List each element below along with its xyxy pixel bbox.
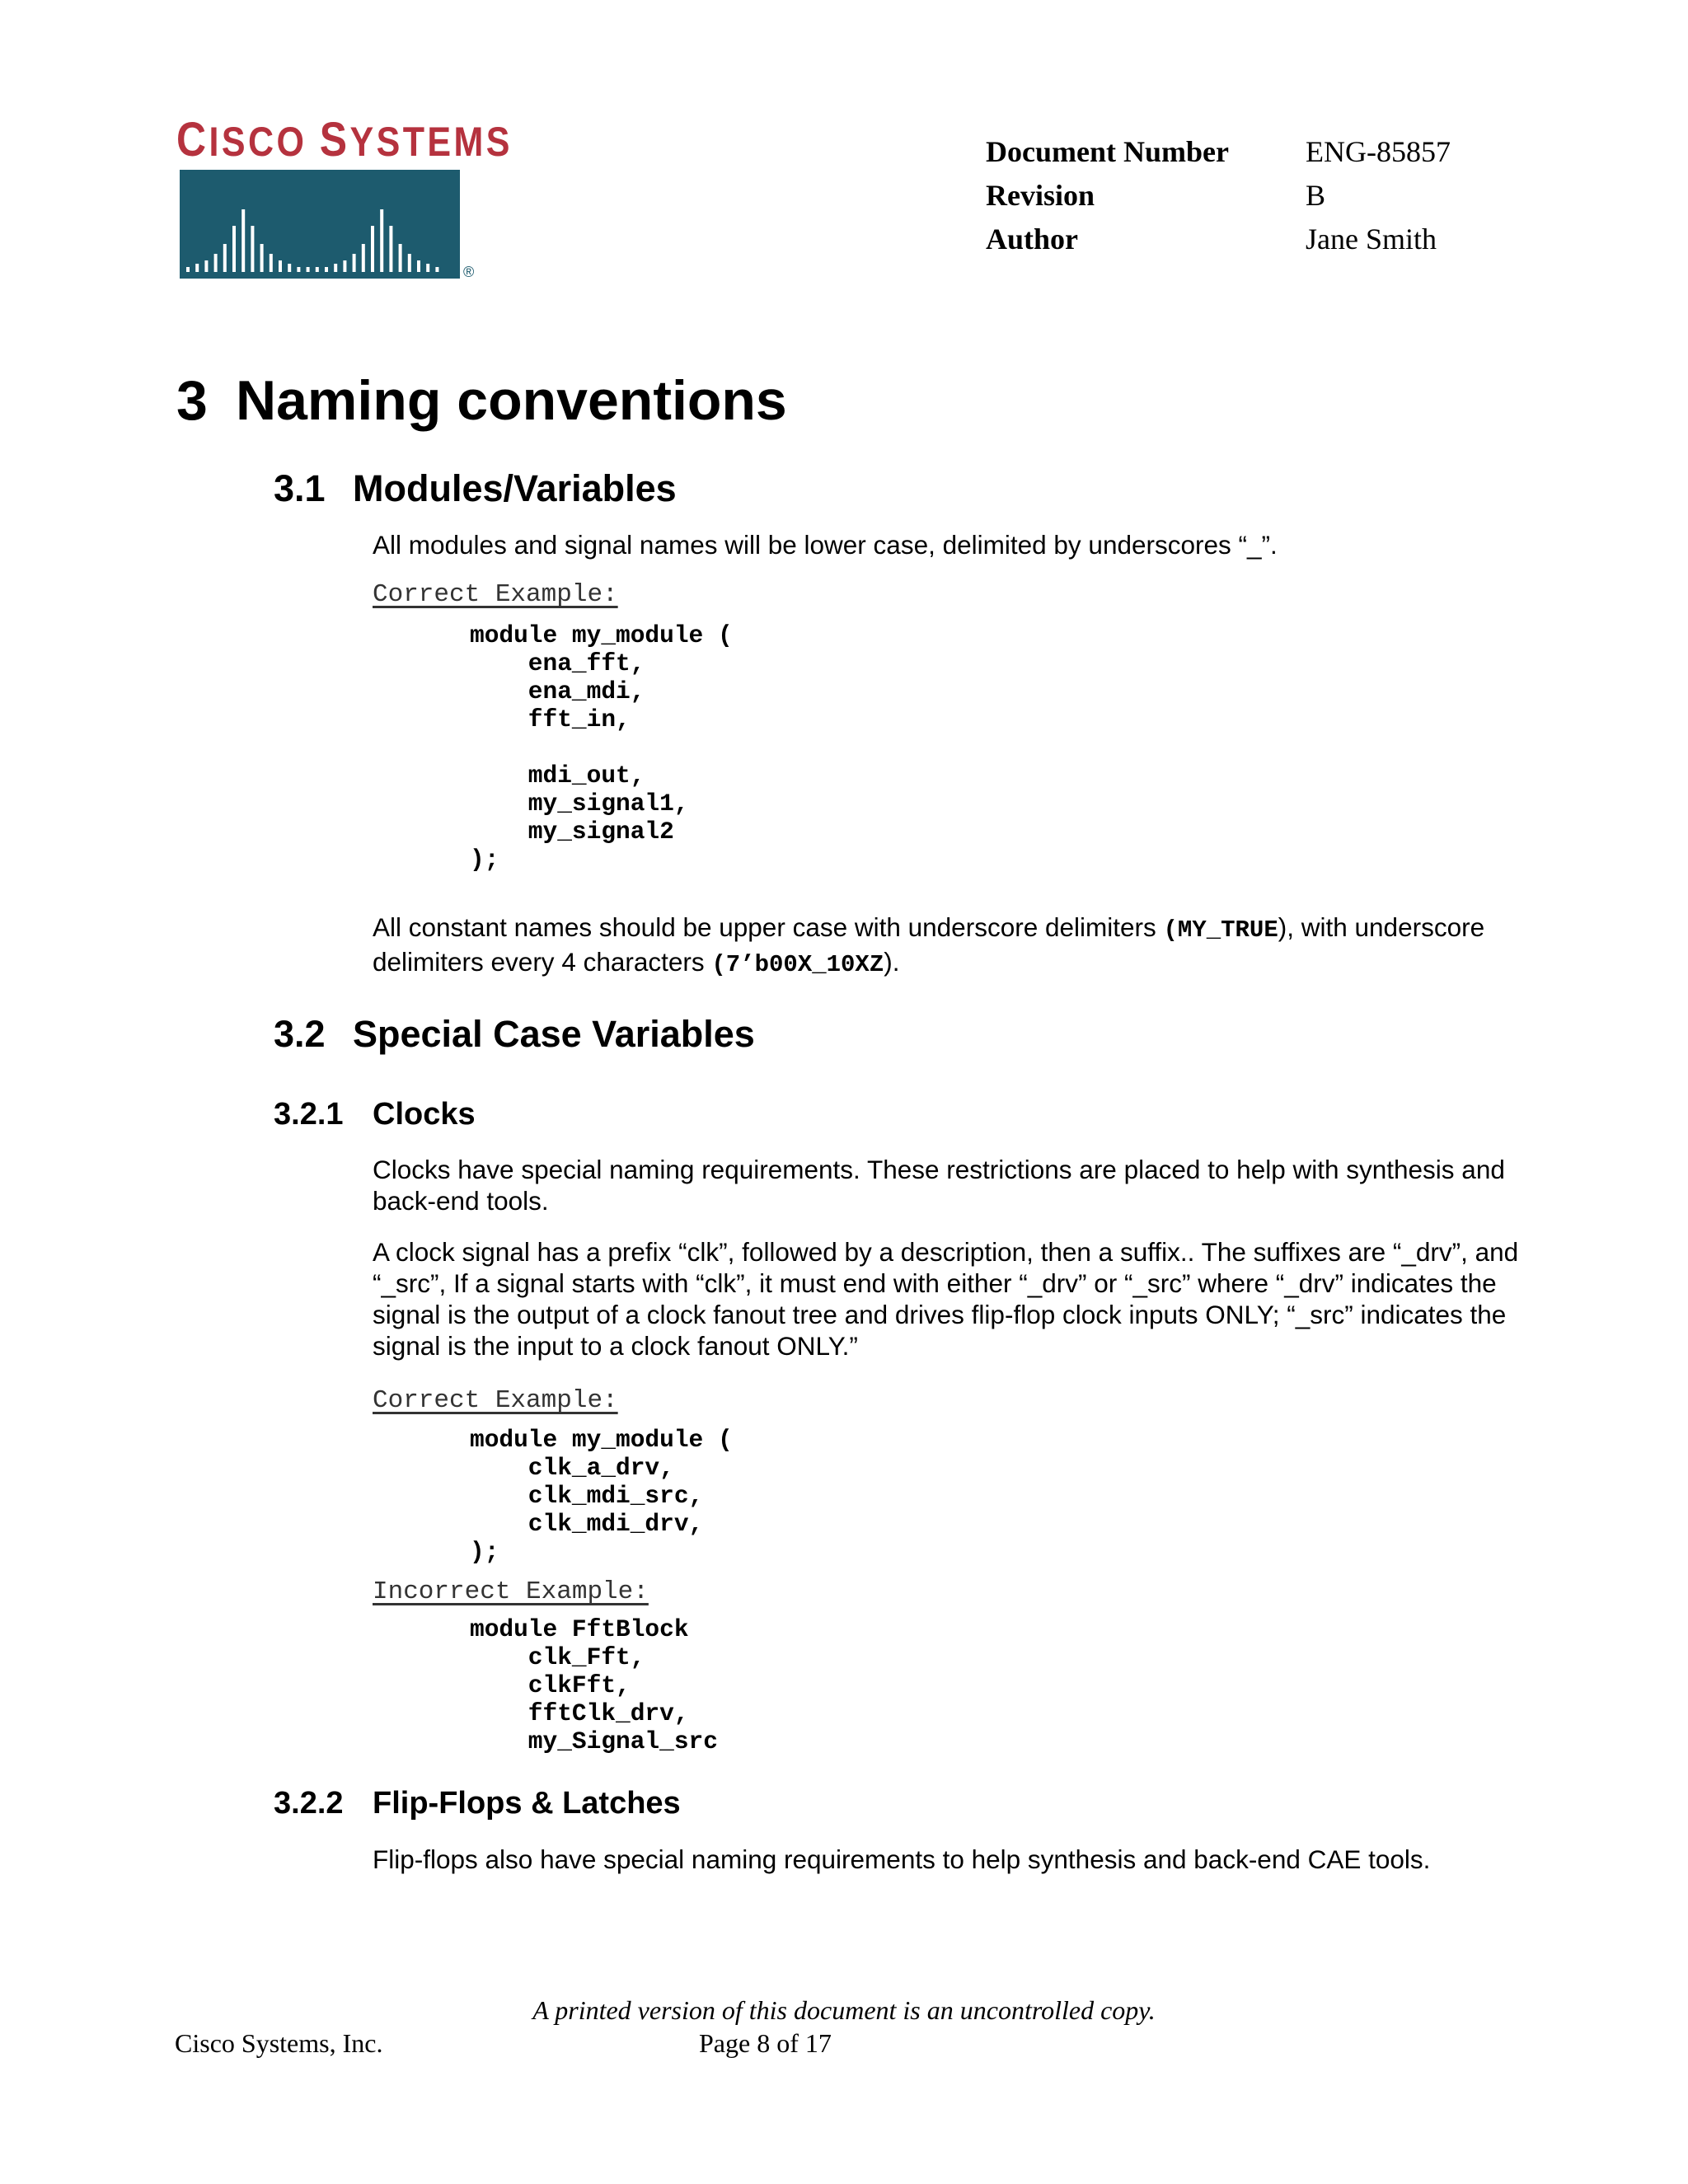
- logo-bar: [371, 226, 374, 272]
- logo-bar: [270, 254, 273, 272]
- subsubsection-heading-3-2-1: [274, 1094, 476, 1134]
- doc-number-label: Document Number: [986, 135, 1229, 168]
- logo-bar: [223, 244, 227, 272]
- incorrect-example-label: Incorrect Example:: [373, 1577, 649, 1606]
- logo-bar: [353, 254, 356, 272]
- subsubsection-number: 3.2.2: [274, 1786, 344, 1821]
- logo-bar: [279, 260, 282, 272]
- logo-bar: [334, 264, 337, 272]
- logo-bar: [288, 264, 291, 272]
- doc-number-value: ENG-85857: [1306, 135, 1451, 168]
- logo-bar: [362, 244, 365, 272]
- inline-code: (MY_TRUE: [1163, 916, 1278, 944]
- logo-bar: [232, 226, 236, 272]
- logo-bar: [241, 209, 245, 272]
- revision-label: Revision: [986, 179, 1095, 212]
- cisco-logo-bridge-icon: [180, 170, 460, 279]
- registered-mark-icon: ®: [463, 264, 475, 280]
- subsubsection-heading-3-2-2: [274, 1783, 681, 1823]
- logo-bar: [214, 254, 218, 272]
- logo-bar: [380, 209, 383, 272]
- paragraph: A clock signal has a prefix “clk”, followed by a description, then a suffix.. The suffixes are “_drv”, and “_src”, If a signal starts with “clk”, it must end with either “_drv” or “_src” where “_drv” indicates the signal is the output of a clock fanout tree and drives flip-flop clock inputs ONLY; “_src” indicates the signal is the input to a clock fanout ONLY.”: [373, 1237, 1519, 1361]
- text-span: ), with underscore delimiters every 4 characters: [373, 912, 1485, 977]
- section-title: Naming conventions: [236, 369, 787, 432]
- subsection-heading-3-1: [274, 466, 677, 512]
- header-labels: [986, 130, 1229, 261]
- subsection-number: 3.2: [274, 1013, 326, 1055]
- author-label: Author: [986, 223, 1079, 255]
- code-block: module my_module ( ena_fft, ena_mdi, fft_in, mdi_out, my_signal1, my_signal2 );: [470, 621, 733, 874]
- footer-page-number: Page 8 of 17: [699, 2028, 832, 2058]
- author-value: Jane Smith: [1306, 223, 1437, 255]
- logo-bar: [195, 264, 199, 272]
- logo-bar: [435, 267, 438, 272]
- subsection-title: Modules/Variables: [353, 467, 677, 509]
- logo-bar: [307, 267, 310, 272]
- logo-bar: [399, 244, 402, 272]
- logo-bar: [297, 267, 300, 272]
- subsubsection-number: 3.2.1: [274, 1097, 344, 1132]
- logo-bar: [408, 254, 411, 272]
- logo-bar: [316, 267, 319, 272]
- correct-example-label: Correct Example:: [373, 580, 618, 609]
- logo-bar: [389, 226, 392, 272]
- logo-bar: [343, 260, 346, 272]
- logo-bar: [325, 267, 328, 272]
- paragraph: Flip-flops also have special naming requirements to help synthesis and back-end CAE tools.: [373, 1844, 1431, 1874]
- code-block: module FftBlock clk_Fft, clkFft, fftClk_drv, my_Signal_src: [470, 1615, 718, 1755]
- logo-bar: [260, 244, 264, 272]
- revision-value: B: [1306, 179, 1326, 212]
- footer-company: Cisco Systems, Inc.: [175, 2028, 383, 2058]
- text-span: ).: [884, 947, 900, 977]
- correct-example-label: Correct Example:: [373, 1386, 618, 1415]
- text-span: All constant names should be upper case with underscore delimiters: [373, 912, 1164, 942]
- subsubsection-title: Flip-Flops & Latches: [373, 1786, 681, 1821]
- subsection-number: 3.1: [274, 467, 326, 509]
- subsubsection-title: Clocks: [373, 1097, 476, 1132]
- paragraph: All modules and signal names will be lower case, delimited by underscores “_”.: [373, 530, 1278, 560]
- paragraph-constants: [373, 912, 1535, 981]
- code-block: module my_module ( clk_a_drv, clk_mdi_src, clk_mdi_drv, );: [470, 1426, 733, 1566]
- paragraph: Clocks have special naming requirements. These restrictions are placed to help with synthesis and back-end tools.: [373, 1155, 1505, 1216]
- inline-code: (7’b00X_10XZ: [711, 951, 884, 978]
- section-heading: [176, 368, 787, 434]
- logo-bar: [417, 260, 420, 272]
- logo-bar: [426, 264, 429, 272]
- subsection-heading-3-2: [274, 1011, 755, 1057]
- logo-bar: [186, 267, 190, 272]
- section-number: 3: [176, 369, 208, 432]
- subsection-title: Special Case Variables: [353, 1013, 755, 1055]
- bridge-bars-icon: [180, 170, 460, 279]
- header-values: [1306, 130, 1451, 261]
- logo-bar: [251, 226, 254, 272]
- cisco-logo-wordmark: CISCO SYSTEMS: [176, 113, 513, 166]
- logo-bar: [204, 260, 208, 272]
- footer-note: A printed version of this document is an uncontrolled copy.: [532, 1995, 1156, 2025]
